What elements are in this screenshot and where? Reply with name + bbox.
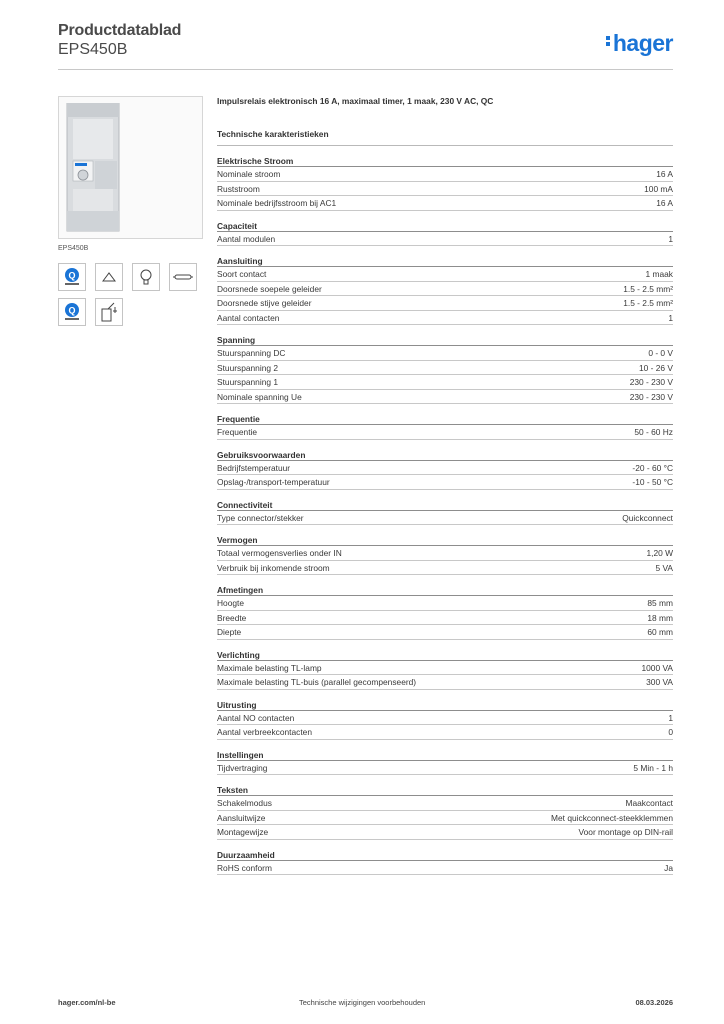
section-title: Elektrische Stroom [217,155,673,167]
spec-value: 16 A [656,198,673,208]
spec-label: Stuurspanning 2 [217,362,278,373]
section-title: Spanning [217,334,673,346]
spec-value: 85 mm [647,598,673,608]
footer-website: hager.com/nl-be [58,998,116,1007]
spec-label: Opslag-/transport-temperatuur [217,477,330,487]
product-image-frame [58,96,203,239]
spec-label: Doorsnede stijve geleider [217,298,312,308]
spec-section [217,220,673,247]
section-title: Instellingen [217,749,673,761]
spec-value: 5 Min - 1 h [633,762,673,773]
product-model: EPS450B [58,41,128,58]
product-caption: EPS450B [58,245,89,252]
spec-label: Bedrijfstemperatuur [217,462,291,473]
spec-value: 0 [668,727,673,737]
spec-value: -10 - 50 °C [632,477,673,487]
spec-row [217,375,673,390]
spec-label: Aansluitwijze [217,812,266,823]
spec-row [217,611,673,626]
time-delay-icon [95,263,123,291]
spec-section [217,449,673,490]
spec-label: Nominale bedrijfsstroom bij AC1 [217,198,337,208]
spec-row [217,825,673,840]
spec-row [217,675,673,690]
section-title: Teksten [217,784,673,796]
spec-section [217,155,673,211]
logo-text: hager [612,30,673,56]
spec-row [217,182,673,197]
quickconnect-icon [58,298,86,326]
spec-section [217,413,673,440]
divider [217,145,673,146]
spec-label: Totaal vermogensverlies onder IN [217,548,342,558]
spec-row [217,282,673,297]
spec-row [217,461,673,476]
spec-label: Doorsnede soepele geleider [217,283,322,294]
spec-value: Voor montage op DIN-rail [578,827,673,837]
spec-row [217,167,673,182]
spec-row [217,311,673,326]
spec-value: 60 mm [647,627,673,637]
section-title: Gebruiksvoorwaarden [217,449,673,461]
section-title: Uitrusting [217,699,673,711]
spec-row [217,596,673,611]
spec-section [217,584,673,640]
spec-section [217,334,673,404]
section-title: Duurzaamheid [217,849,673,861]
spec-label: Diepte [217,627,242,637]
svg-text:Q: Q [68,305,76,316]
footer-notice: Technische wijzigingen voorbehouden [299,998,426,1007]
spec-value: Quickconnect [622,512,673,523]
spec-row [217,425,673,440]
spec-label: Soort contact [217,269,267,279]
spec-value: 1.5 - 2.5 mm² [623,298,673,308]
quickconnect-icon [58,263,86,291]
spec-sections [217,155,673,875]
spec-label: Tijdvertraging [217,762,268,773]
footer-date: 08.03.2026 [635,998,673,1007]
spec-row [217,811,673,826]
product-panel [58,96,203,326]
spec-label: Type connector/stekker [217,512,304,523]
product-description: Impulsrelais elektronisch 16 A, maximaal timer, 1 maak, 230 V AC, QC [217,96,494,106]
section-title: Capaciteit [217,220,673,232]
fluorescent-tube-icon [169,263,197,291]
spec-label: Maximale belasting TL-buis (parallel gecompenseerd) [217,677,417,687]
spec-label: Ruststroom [217,183,260,194]
section-title: Frequentie [217,413,673,425]
spec-section [217,534,673,575]
spec-row [217,761,673,776]
svg-text:Q: Q [68,270,76,281]
section-title: Verlichting [217,649,673,661]
spec-label: Montagewijze [217,827,269,837]
spec-value: Met quickconnect-steekklemmen [551,812,673,823]
spec-label: Nominale spanning Ue [217,391,302,402]
spec-value: 1 [668,312,673,323]
spec-value: 10 - 26 V [639,362,673,373]
spec-value: 18 mm [647,612,673,623]
spec-row [217,346,673,361]
spec-value: 1 [668,233,673,244]
spec-label: Stuurspanning 1 [217,377,278,387]
spec-label: Nominale stroom [217,169,281,179]
product-image [65,103,123,233]
spec-row [217,361,673,376]
spec-row [217,661,673,676]
section-title: Aansluiting [217,255,673,267]
spec-value: 50 - 60 Hz [634,427,673,437]
section-title: Vermogen [217,534,673,546]
spec-section [217,499,673,526]
spec-label: Aantal modulen [217,233,276,244]
spec-value: 300 VA [646,677,673,687]
spec-value: -20 - 60 °C [632,462,673,473]
spec-value: 1 [668,712,673,723]
spec-row [217,296,673,311]
spec-row [217,796,673,811]
spec-section [217,784,673,840]
spec-value: Ja [664,862,673,873]
spec-value: 1.5 - 2.5 mm² [623,283,673,294]
spec-label: Maximale belasting TL-lamp [217,662,322,673]
spec-label: Aantal verbreekcontacten [217,727,312,737]
feature-icons [58,263,203,326]
spec-value: 100 mA [644,183,673,194]
lamp-icon [132,263,160,291]
tech-heading: Technische karakteristieken [217,129,329,139]
spec-value: 1000 VA [641,662,673,673]
spec-value: 16 A [656,169,673,179]
spec-section [217,255,673,325]
spec-label: Breedte [217,612,247,623]
spec-section [217,649,673,690]
spec-label: RoHS conform [217,862,272,873]
document-title: Productdatablad [58,22,182,39]
spec-label: Hoogte [217,598,245,608]
spec-row [217,390,673,405]
spec-row [217,475,673,490]
spec-section [217,749,673,776]
spec-row [217,511,673,526]
section-title: Connectiviteit [217,499,673,511]
spec-label: Schakelmodus [217,798,272,808]
spec-label: Aantal NO contacten [217,712,295,723]
spec-row [217,232,673,247]
hager-logo [606,30,673,57]
spec-label: Frequentie [217,427,258,437]
logo-dots-icon [606,34,611,48]
spec-row [217,267,673,282]
spec-value: 5 VA [655,562,673,573]
spec-value: 1 maak [645,269,673,279]
spec-row [217,725,673,740]
spec-section [217,699,673,740]
spec-row [217,711,673,726]
spec-section [217,849,673,876]
spec-row [217,196,673,211]
spec-row [217,561,673,576]
spec-row [217,861,673,876]
spec-row [217,625,673,640]
switch-wiring-icon [95,298,123,326]
spec-panel [217,96,673,884]
spec-row [217,546,673,561]
spec-label: Stuurspanning DC [217,348,286,358]
spec-label: Verbruik bij inkomende stroom [217,562,330,573]
spec-value: 230 - 230 V [629,377,673,387]
spec-value: Maakcontact [625,798,673,808]
section-title: Afmetingen [217,584,673,596]
spec-value: 230 - 230 V [629,391,673,402]
spec-label: Aantal contacten [217,312,280,323]
spec-value: 0 - 0 V [648,348,673,358]
spec-value: 1,20 W [646,548,673,558]
page-header [58,22,673,70]
